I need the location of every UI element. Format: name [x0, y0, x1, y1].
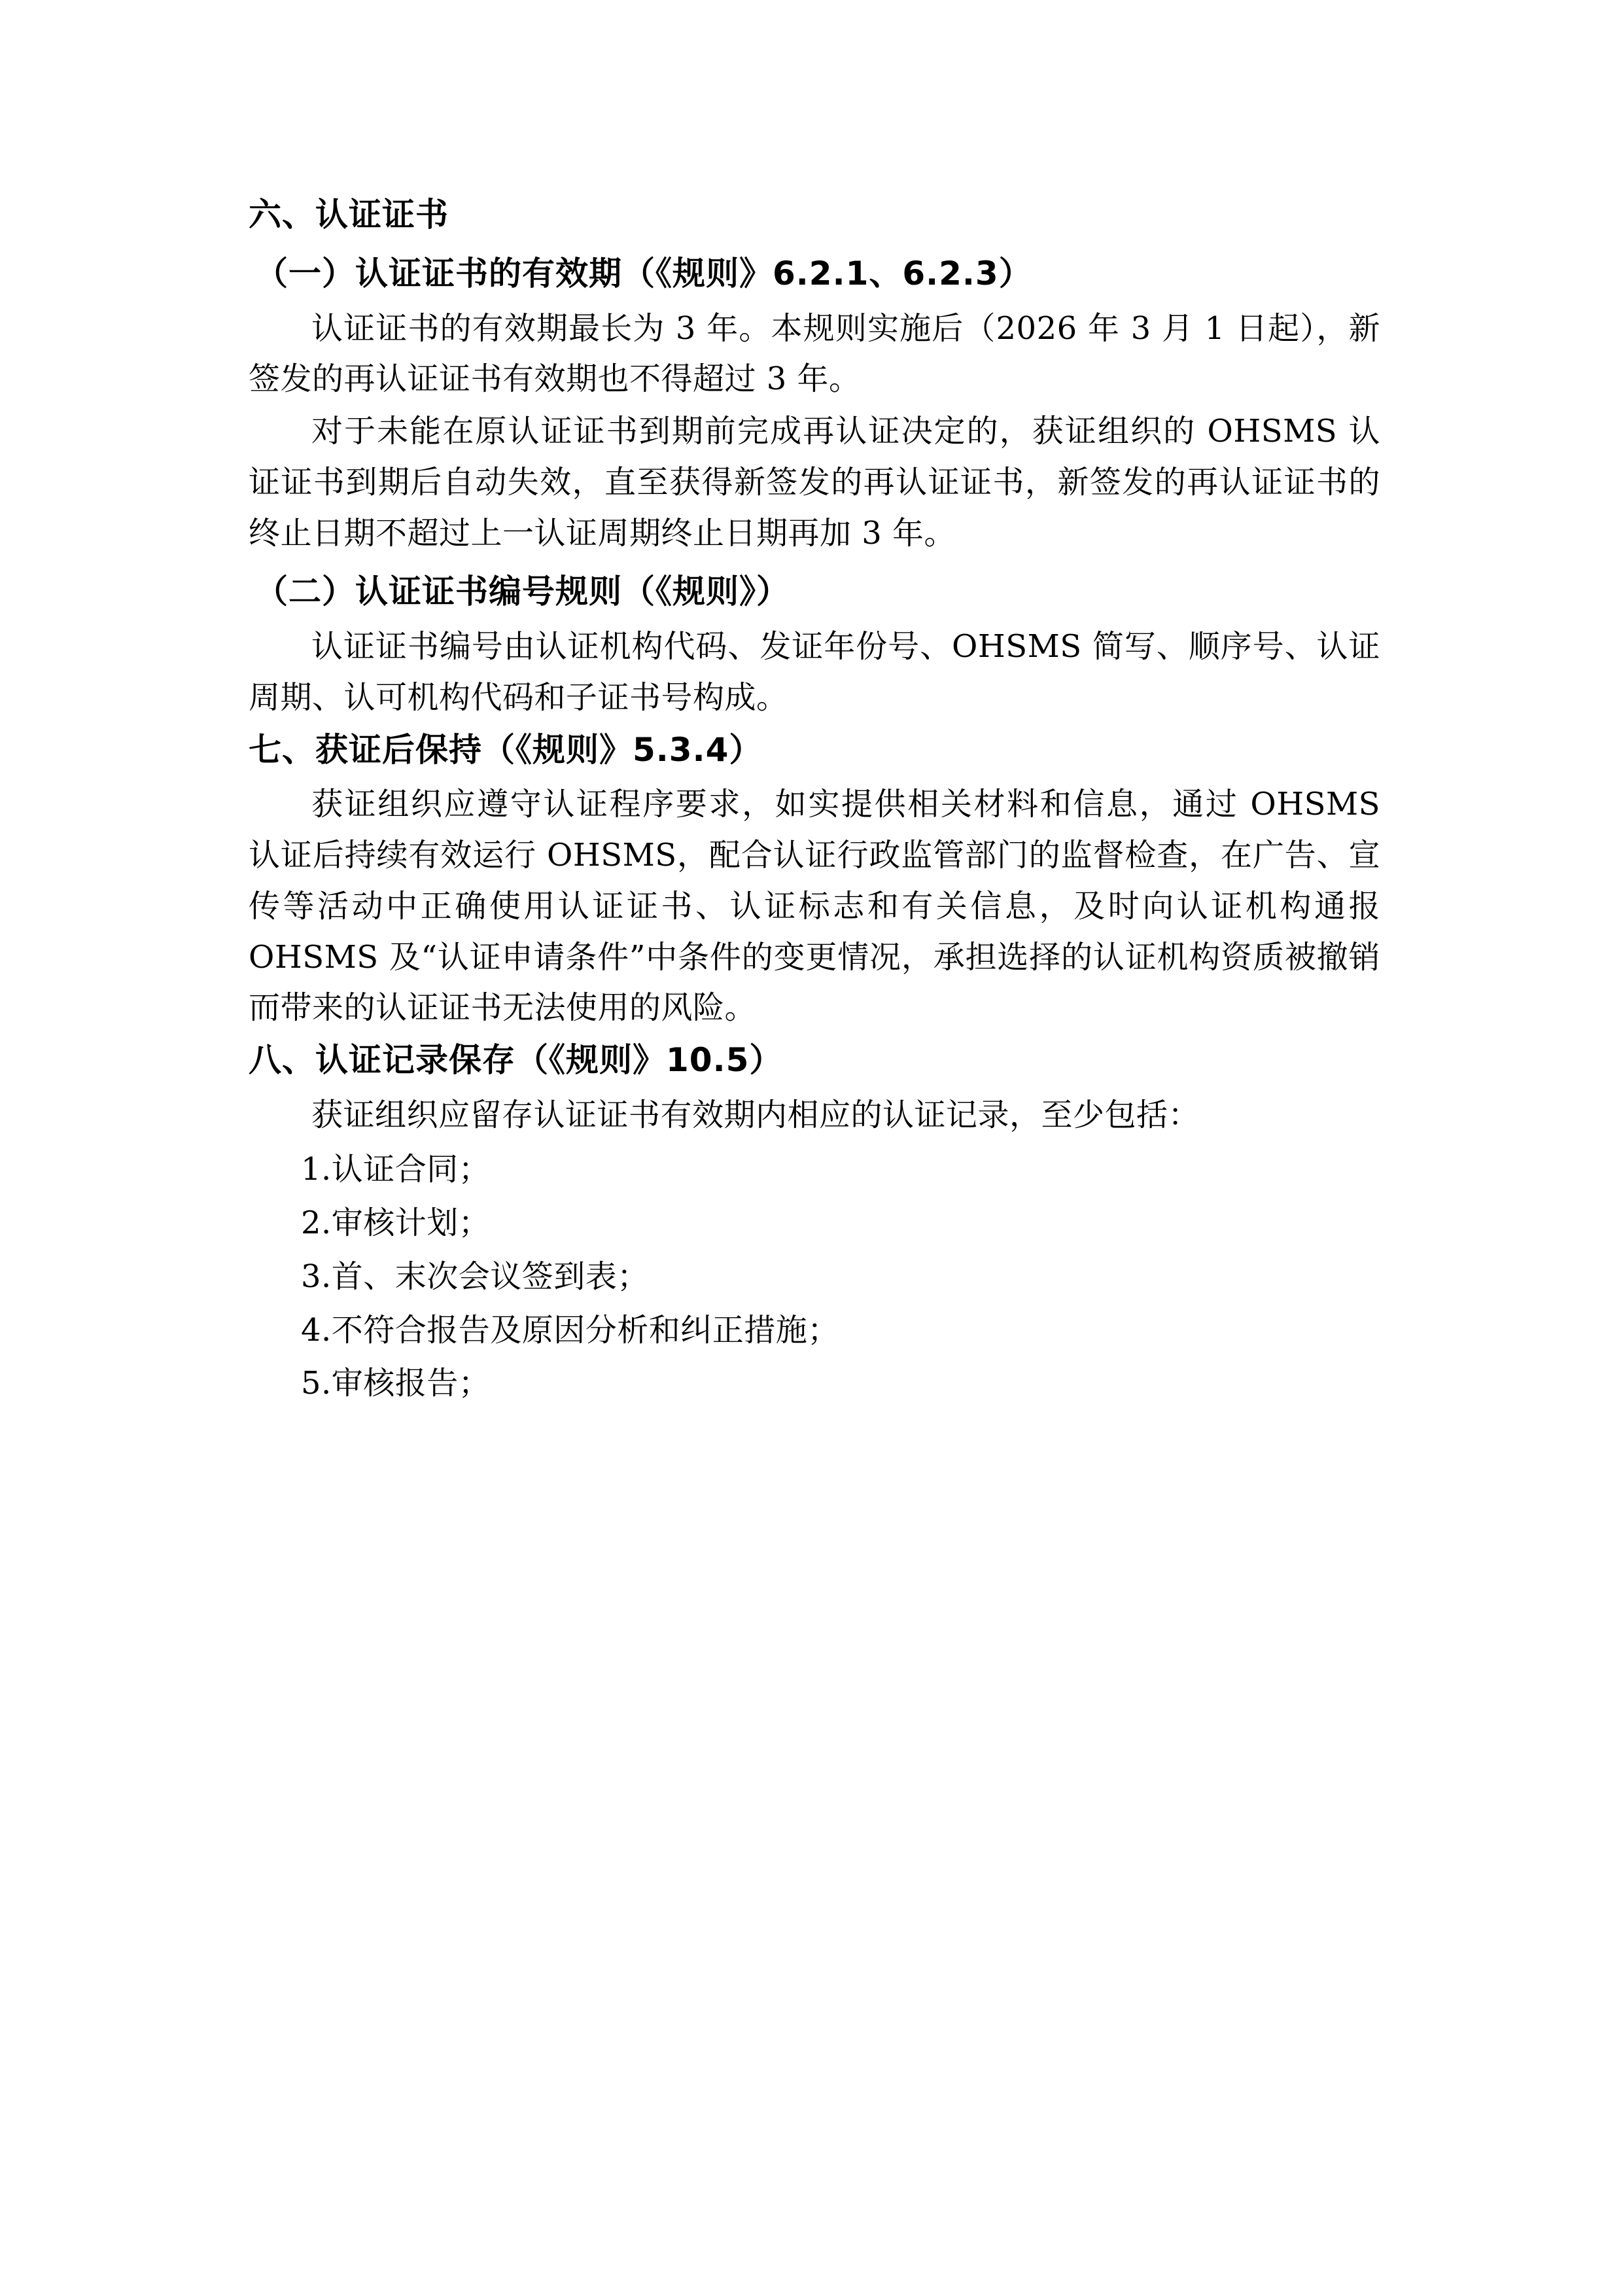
page-content [249, 190, 1380, 1412]
record-list [249, 1144, 1380, 1409]
heading-section-six: 六、认证证书 [249, 196, 449, 234]
heading-section-eight: 八、认证记录保存（《规则》10.5） [249, 1041, 783, 1079]
list-item: 4.不符合报告及原因分析和纠正措施； [301, 1311, 839, 1349]
heading-section-seven: 七、获证后保持（《规则》5.3.4） [249, 730, 763, 769]
list-item: 3.首、末次会议签到表； [301, 1258, 649, 1295]
paragraph-certificate-numbering: 认证证书编号由认证机构代码、发证年份号、OHSMS 简写、顺序号、认证周期、认可机构代码和子证书号构成。 [249, 628, 1380, 716]
list-item: 1.认证合同； [301, 1151, 491, 1188]
paragraph-validity-period-2: 对于未能在原认证证书到期前完成再认证决定的，获证组织的 OHSMS 认证证书到期后自动失效，直至获得新签发的再认证证书，新签发的再认证证书的终止日期不超过上一认证周期终止日期再加 3 年。 [249, 413, 1380, 552]
paragraph-record-retention: 获证组织应留存认证证书有效期内相应的认证记录，至少包括： [311, 1096, 1200, 1133]
list-item: 5.审核报告； [301, 1365, 491, 1402]
paragraph-post-certification: 获证组织应遵守认证程序要求，如实提供相关材料和信息，通过 OHSMS 认证后持续有效运行 OHSMS，配合认证行政监管部门的监督检查，在广告、宣传等活动中正确使用认证证书、认证标志和有关信息，及时向认证机构通报 OHSMS 及“认证申请条件”中条件的变更情况，承担选择的认证机构资质被撤销而带来的认证证书无法使用的风险。 [249, 786, 1380, 1027]
heading-subsection-two: （二）认证证书编号规则（《规则》） [255, 573, 790, 611]
paragraph-validity-period-1: 认证证书的有效期最长为 3 年。本规则实施后（2026 年 3 月 1 日起），新签发的再认证证书有效期也不得超过 3 年。 [249, 309, 1380, 398]
list-item: 2.审核计划； [301, 1205, 491, 1241]
heading-subsection-one: （一）认证证书的有效期（《规则》6.2.1、6.2.3） [255, 254, 1032, 292]
